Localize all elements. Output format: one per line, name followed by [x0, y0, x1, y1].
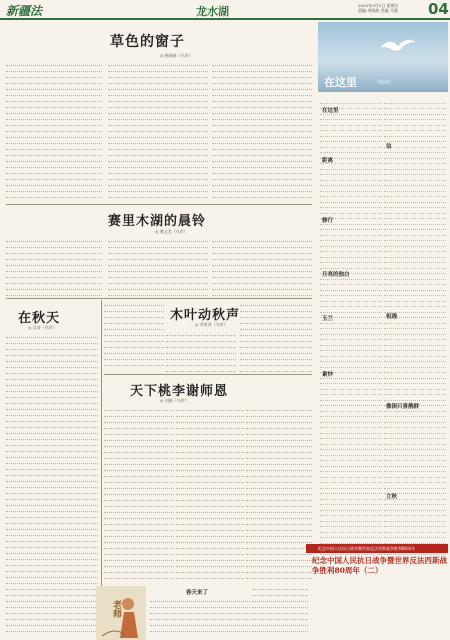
text-line: [6, 192, 102, 198]
sidebar-title: 在这里: [324, 76, 357, 89]
article-title-2: 赛里木湖的晨铃: [108, 214, 207, 229]
article-byline-3: ◎ 吴奇（乌市）: [28, 325, 57, 330]
poem-section-6: 玉兰: [322, 316, 334, 322]
poem-section-9: 像困只喜鹊群: [386, 404, 420, 410]
sidebar-subtitle: （组诗）: [374, 80, 395, 86]
article-title-3: 在秋天: [18, 311, 61, 326]
text-line: [108, 192, 208, 198]
article-body-5b: [176, 405, 244, 580]
newspaper-logo: 新疆法: [6, 4, 43, 18]
article-title-4: 木叶动秋声: [170, 308, 241, 323]
article-body-4c: [240, 300, 312, 372]
text-line: [6, 626, 98, 632]
article-body-2c: [212, 236, 312, 296]
poem-section-1: 在这里: [322, 108, 339, 114]
text-line: [252, 626, 308, 632]
poem-column-1: [320, 98, 382, 558]
poem-section-4: 信: [386, 144, 392, 150]
article-title-5: 天下桃李谢师恩: [130, 384, 229, 399]
poem-column-2: [384, 98, 446, 558]
article-title-1: 草色的窗子: [110, 34, 185, 50]
divider: [6, 298, 312, 299]
text-line: [212, 290, 312, 296]
poem-section-7: 素炒: [322, 372, 334, 378]
article-body-5c: [246, 405, 312, 580]
banner-title: 纪念中国人民抗日战争暨世界反法西斯战争胜利80周年（二）: [312, 556, 447, 575]
section-title: 龙水湖: [196, 5, 229, 18]
poem-section-10: 立秋: [386, 494, 398, 500]
article-body-4: [104, 300, 164, 370]
poem-section-3: 修行: [322, 218, 334, 224]
article-body-5: [104, 405, 174, 580]
text-line: [6, 290, 102, 296]
poem-body: [150, 596, 250, 636]
article-body-3: [6, 332, 98, 632]
sea-photo: [318, 22, 448, 92]
article-body-2: [6, 236, 102, 296]
text-line: [246, 573, 312, 579]
article-byline-4: ◎ 李景萍（乌市）: [195, 322, 228, 327]
poem-section-8: 相遇: [386, 314, 398, 320]
anniversary-banner: [306, 544, 448, 600]
text-line: [176, 573, 244, 579]
page-number: 04: [428, 0, 449, 18]
text-line: [150, 626, 250, 632]
poem-section-2: 距离: [322, 158, 334, 164]
date-line: 2025年9月5日 星期五 责编 李海波 美编 马强: [358, 3, 399, 13]
text-line: [108, 290, 208, 296]
divider: [104, 374, 312, 375]
article-body-2b: [108, 236, 208, 296]
text-line: [240, 366, 312, 372]
poem-body-b: [252, 584, 308, 636]
article-byline-1: ◎ 杨靖春（乌市）: [160, 53, 193, 58]
seagull-icon: [378, 34, 418, 56]
text-line: [166, 366, 236, 372]
text-line: [212, 192, 312, 198]
banner-tag: 纪念中国人民抗日战争暨世界反法西斯战争胜利80周年: [306, 544, 448, 553]
article-body-4b: [166, 330, 236, 372]
illustration-title: 老师: [111, 600, 121, 618]
article-body-1b: [108, 60, 208, 200]
text-line: [104, 360, 164, 366]
poem-title: 春天来了: [186, 590, 209, 596]
article-body-1: [6, 60, 102, 200]
poem-section-5: 月亮的独白: [322, 272, 350, 278]
masthead: [0, 0, 450, 20]
divider: [6, 204, 312, 205]
sidebar-poems: [318, 22, 448, 597]
article-byline-2: ◎ 黄文君（乌市）: [155, 229, 188, 234]
text-line: [104, 573, 174, 579]
article-byline-5: ◎ 刘娟（乌市）: [160, 398, 189, 403]
article-body-1c: [212, 60, 312, 200]
